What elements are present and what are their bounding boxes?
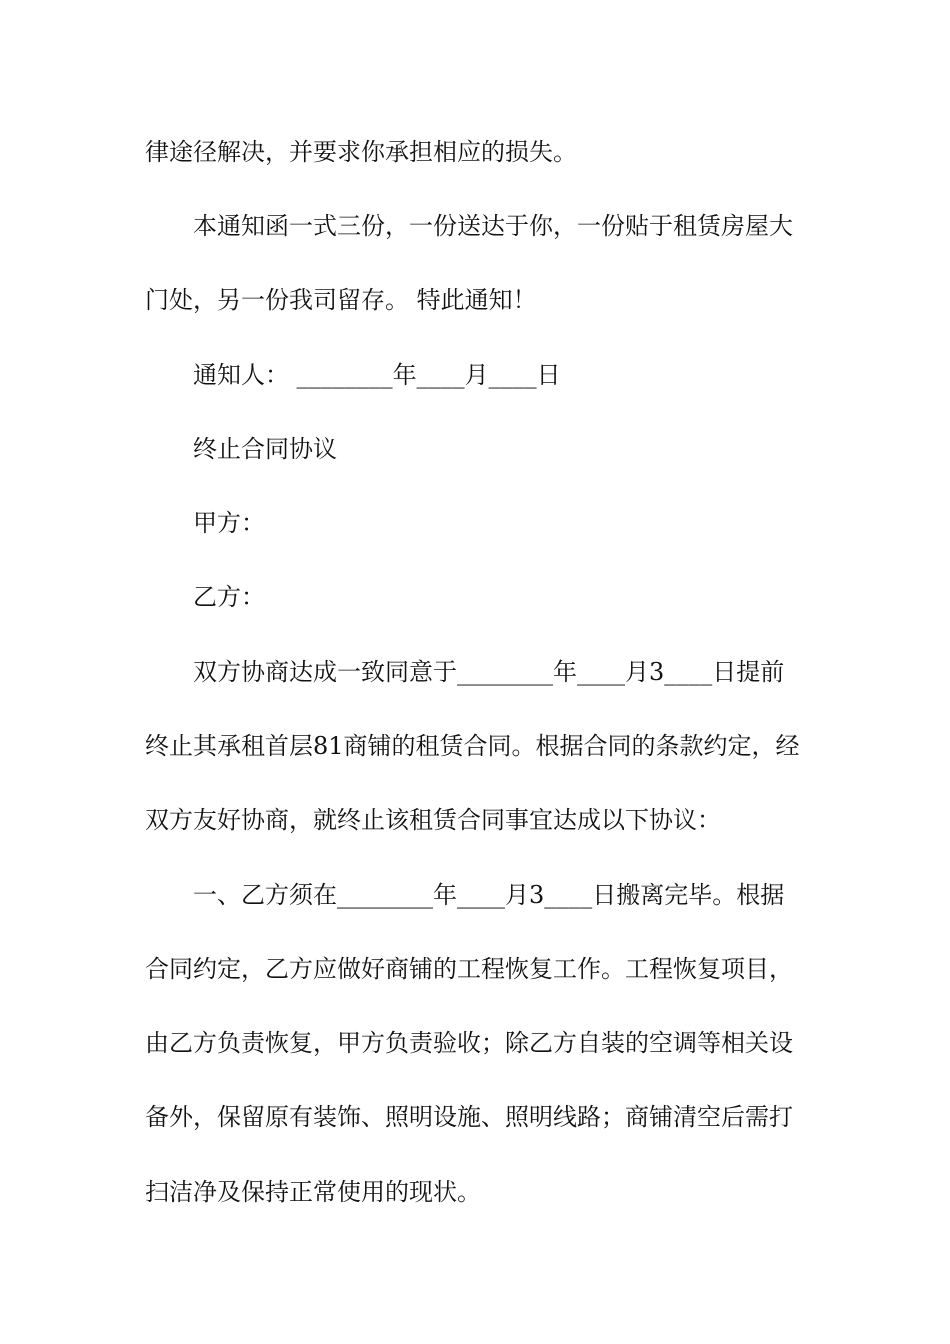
party-a-line: 甲方： — [193, 509, 265, 537]
text-line-9: 终止其承租首层81商铺的租赁合同。根据合同的条款约定，经 — [145, 732, 800, 760]
party-b-line: 乙方： — [193, 583, 265, 611]
text-line-15: 扫洁净及保持正常使用的现状。 — [145, 1178, 481, 1206]
text-line-12: 合同约定，乙方应做好商铺的工程恢复工作。工程恢复项目， — [145, 955, 793, 983]
text-line-10: 双方友好协商，就终止该租赁合同事宜达成以下协议： — [145, 806, 721, 834]
clause-one-line: 一、乙方须在________年____月3____日搬离完毕。根据 — [193, 881, 785, 909]
text-line-13: 由乙方负责恢复，甲方负责验收；除乙方自装的空调等相关设 — [145, 1029, 793, 1057]
text-line-1: 律途径解决，并要求你承担相应的损失。 — [145, 138, 577, 166]
text-line-8: 双方协商达成一致同意于________年____月3____日提前 — [193, 658, 785, 686]
text-line-14: 备外，保留原有装饰、照明设施、照明线路；商铺清空后需打 — [145, 1103, 793, 1131]
notifier-date-line: 通知人： ________年____月____日 — [193, 361, 561, 389]
agreement-title: 终止合同协议 — [193, 435, 337, 463]
text-line-2: 本通知函一式三份，一份送达于你，一份贴于租赁房屋大 — [193, 212, 793, 240]
text-line-3: 门处，另一份我司留存。 特此通知！ — [145, 286, 537, 314]
